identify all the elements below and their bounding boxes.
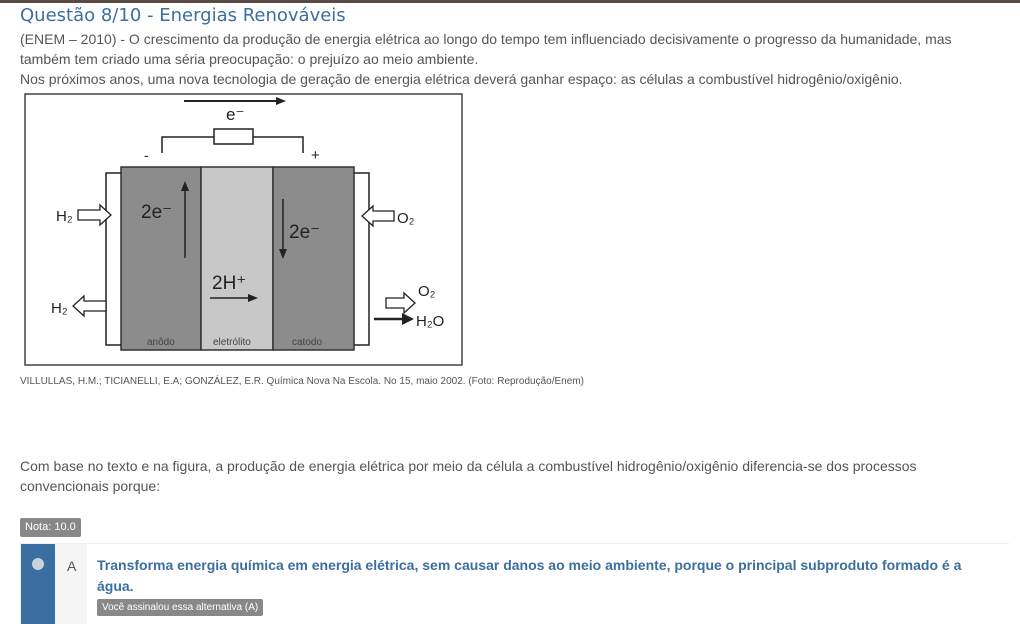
minus-terminal: - <box>144 147 149 163</box>
grade-badge: Nota: 10.0 <box>20 518 81 537</box>
top-bar <box>0 0 1020 3</box>
anode-region <box>121 167 201 350</box>
anode-electrons: 2e⁻ <box>141 202 173 223</box>
cathode-electrons: 2e⁻ <box>289 222 321 243</box>
electrolyte-label: eletrólito <box>213 337 251 348</box>
figure-citation: VILLULLAS, H.M.; TICIANELLI, E.A; GONZÁLEZ, E.R. Química Nova Na Escola. No 15, maio 2002. (Foto: Reprodução/Enem) <box>20 376 584 387</box>
alternative-letter-column <box>55 544 87 624</box>
question-title: Questão 8/10 - Energias Renováveis <box>20 5 346 26</box>
alternative-letter: A <box>67 558 77 574</box>
statement-paragraph-1: (ENEM – 2010) - O crescimento da produção de energia elétrica ao longo do tempo tem influenciado decisivamente o progresso da humanidade, mas também tem criado uma séria preocupação: o prejuízo ao meio ambiente. <box>20 31 952 67</box>
question-prompt: Com base no texto e na figura, a produção de energia elétrica por meio da célula a combustível hidrogênio/oxigênio diferencia-se dos processos convencionais porque: <box>20 458 917 494</box>
water-label: H₂O <box>416 313 445 330</box>
protons-label: 2H⁺ <box>212 273 247 294</box>
alternative-a[interactable] <box>20 543 1009 624</box>
plus-terminal: + <box>311 147 320 164</box>
selected-answer-badge: Você assinalou essa alternativa (A) <box>97 599 263 616</box>
statement-paragraph-2: Nos próximos anos, uma nova tecnologia de geração de energia elétrica deverá ganhar espaço: as células a combustível hidrogênio/oxigênio. <box>20 71 903 87</box>
resistor <box>214 129 253 144</box>
h2-inlet-label: H₂ <box>56 208 73 225</box>
alternative-selected-marker <box>21 544 55 624</box>
electrolyte-region <box>201 167 273 350</box>
fuel-cell-figure <box>24 93 463 366</box>
o2-outlet-label: O₂ <box>418 283 436 300</box>
radio-button-icon[interactable] <box>32 558 44 570</box>
o2-inlet-label: O₂ <box>397 210 415 227</box>
cathode-region <box>273 167 354 350</box>
electron-label: e⁻ <box>226 105 245 124</box>
anode-label: anôdo <box>147 337 175 348</box>
h2-outlet-label: H₂ <box>51 300 68 317</box>
cathode-label: catodo <box>292 337 323 348</box>
alternative-text[interactable]: Transforma energia química em energia elétrica, sem causar danos ao meio ambiente, porque o principal subproduto formado é a água. <box>97 557 962 594</box>
